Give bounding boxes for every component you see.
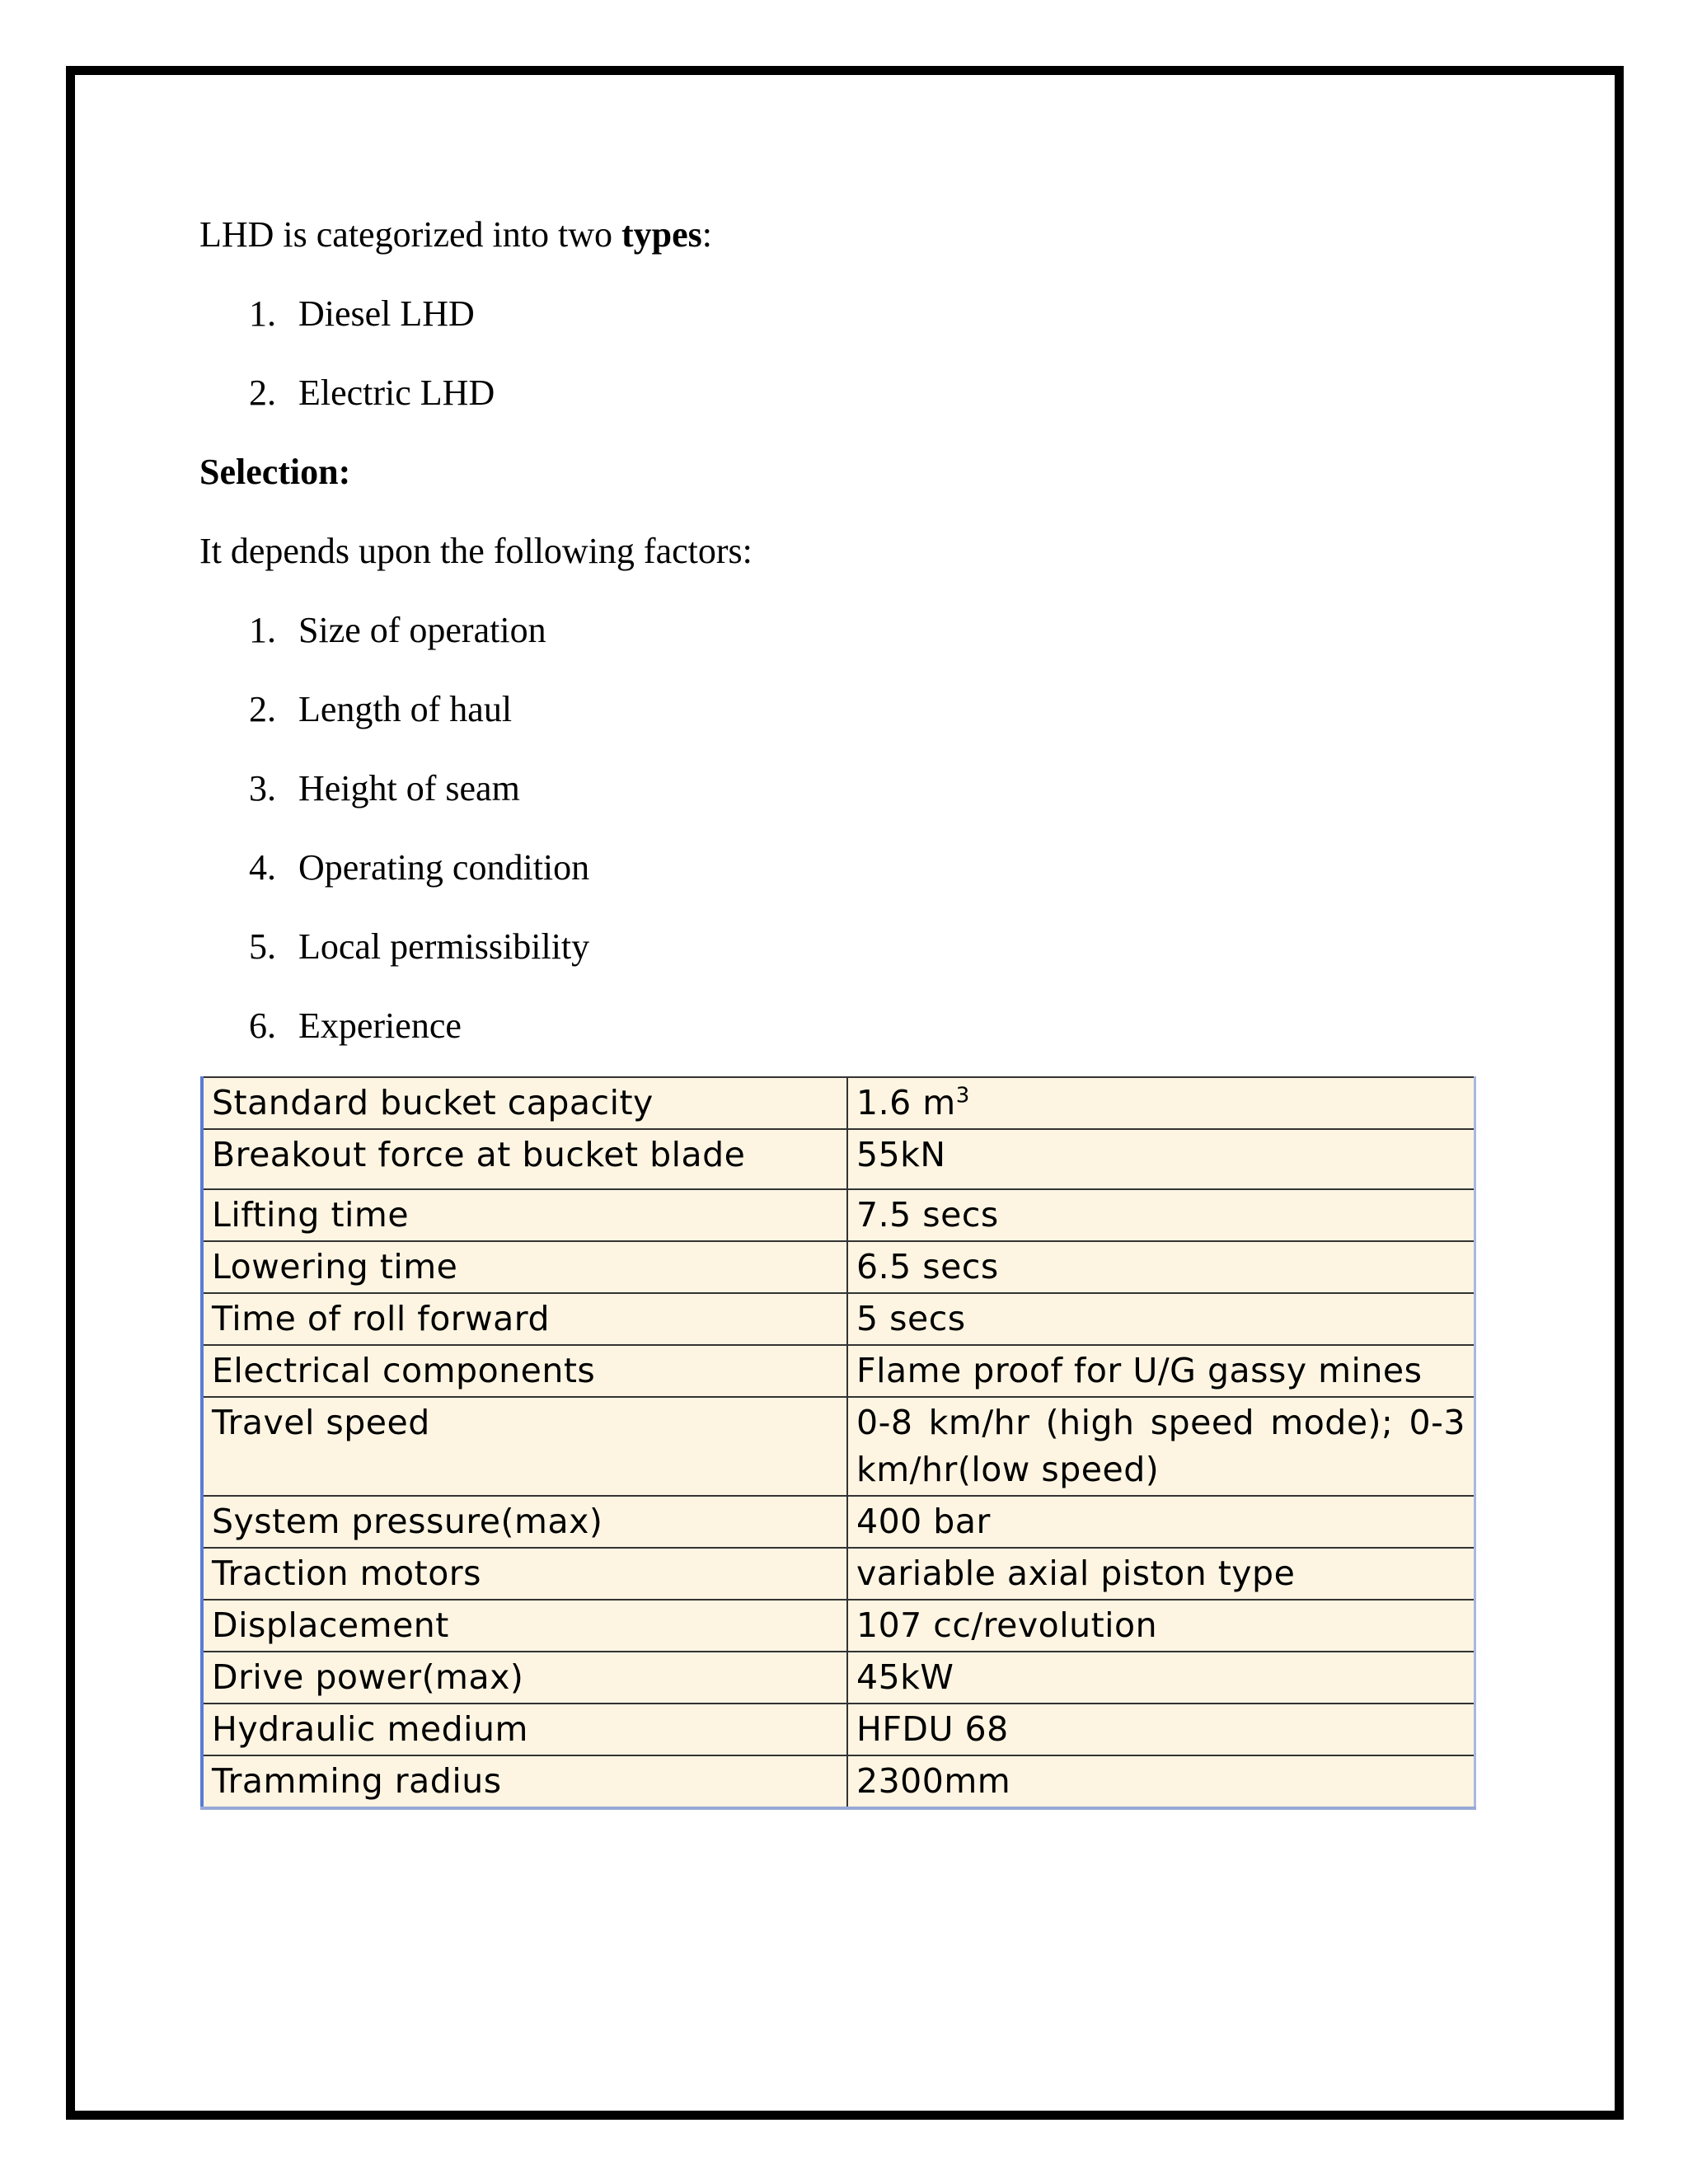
spec-parameter-cell: Lifting time (202, 1189, 847, 1241)
spec-value-text: 0-8 km/hr (high speed mode); 0-3 km/hr(low speed) (856, 1403, 1465, 1489)
spec-value-text: variable axial piston type (856, 1554, 1296, 1593)
list-item (199, 670, 1485, 749)
list-label: Height of seam (298, 768, 520, 808)
list-item (199, 828, 1485, 907)
list-label: Diesel LHD (298, 293, 475, 334)
spec-value-superscript: 3 (955, 1083, 970, 1108)
spec-value-cell (847, 1704, 1475, 1755)
spec-parameter-cell: Standard bucket capacity (202, 1077, 847, 1129)
types-list (199, 274, 1485, 433)
spec-value-text: 5 secs (856, 1299, 966, 1338)
spec-value-text: HFDU 68 (856, 1709, 1009, 1749)
table-row (202, 1548, 1475, 1600)
table-row (202, 1755, 1475, 1808)
spec-parameter-cell: Electrical components (202, 1345, 847, 1397)
document-body (199, 195, 1485, 1066)
spec-parameter-cell: Lowering time (202, 1241, 847, 1293)
table-row (202, 1189, 1475, 1241)
spec-parameter-cell: Tramming radius (202, 1755, 847, 1808)
list-label: Experience (298, 1005, 462, 1046)
list-item (199, 354, 1485, 433)
spec-value-text: 2300mm (856, 1761, 1011, 1801)
spec-value-text: 55kN (856, 1135, 946, 1174)
table-row (202, 1397, 1475, 1496)
intro-paragraph (199, 195, 1485, 274)
spec-parameter-cell: Breakout force at bucket blade (202, 1129, 847, 1189)
specifications-table-body (202, 1077, 1475, 1808)
intro-colon: : (701, 214, 712, 255)
spec-value-cell (847, 1652, 1475, 1704)
spec-value-text: 45kW (856, 1657, 954, 1697)
table-row (202, 1077, 1475, 1129)
spec-value-cell (847, 1129, 1475, 1189)
spec-value-cell (847, 1345, 1475, 1397)
list-item (199, 987, 1485, 1066)
specifications-table (200, 1076, 1476, 1810)
spec-value-cell (847, 1600, 1475, 1652)
list-label: Length of haul (298, 689, 513, 729)
factors-list (199, 591, 1485, 1066)
intro-bold-word: types (621, 214, 702, 255)
spec-value-cell (847, 1496, 1475, 1548)
list-number: 1. (249, 610, 276, 650)
spec-parameter-cell: Drive power(max) (202, 1652, 847, 1704)
table-row (202, 1345, 1475, 1397)
spec-parameter-cell: System pressure(max) (202, 1496, 847, 1548)
spec-value-text: 107 cc/revolution (856, 1605, 1158, 1645)
factors-intro: It depends upon the following factors: (199, 531, 753, 571)
spec-value-text: 7.5 secs (856, 1195, 999, 1235)
table-row (202, 1241, 1475, 1293)
spec-parameter-cell: Travel speed (202, 1397, 847, 1496)
list-number: 1. (249, 293, 276, 334)
spec-value-cell (847, 1397, 1475, 1496)
list-item (199, 591, 1485, 670)
list-number: 4. (249, 847, 276, 888)
table-row (202, 1293, 1475, 1345)
list-number: 3. (249, 768, 276, 808)
list-label: Operating condition (298, 847, 590, 888)
list-label: Electric LHD (298, 373, 495, 413)
table-row (202, 1652, 1475, 1704)
list-number: 2. (249, 373, 276, 413)
spec-value-text: 6.5 secs (856, 1247, 999, 1286)
table-row (202, 1496, 1475, 1548)
spec-parameter-cell: Displacement (202, 1600, 847, 1652)
spec-value-cell (847, 1241, 1475, 1293)
spec-value-cell (847, 1077, 1475, 1129)
list-label: Local permissibility (298, 926, 590, 967)
list-number: 2. (249, 689, 276, 729)
list-number: 6. (249, 1005, 276, 1046)
list-number: 5. (249, 926, 276, 967)
spec-parameter-cell: Traction motors (202, 1548, 847, 1600)
spec-value-text: Flame proof for U/G gassy mines (856, 1351, 1423, 1390)
spec-value-cell (847, 1548, 1475, 1600)
selection-heading: Selection: (199, 452, 351, 492)
list-item (199, 749, 1485, 828)
spec-value-text: 400 bar (856, 1502, 991, 1541)
spec-value-cell (847, 1755, 1475, 1808)
table-row (202, 1600, 1475, 1652)
spec-value-text: 1.6 m (856, 1083, 956, 1122)
spec-parameter-cell: Time of roll forward (202, 1293, 847, 1345)
table-row (202, 1704, 1475, 1755)
spec-value-cell (847, 1189, 1475, 1241)
list-item (199, 907, 1485, 987)
intro-text: LHD is categorized into two (199, 214, 621, 255)
table-row (202, 1129, 1475, 1189)
list-label: Size of operation (298, 610, 546, 650)
spec-parameter-cell: Hydraulic medium (202, 1704, 847, 1755)
spec-value-cell (847, 1293, 1475, 1345)
list-item (199, 274, 1485, 354)
